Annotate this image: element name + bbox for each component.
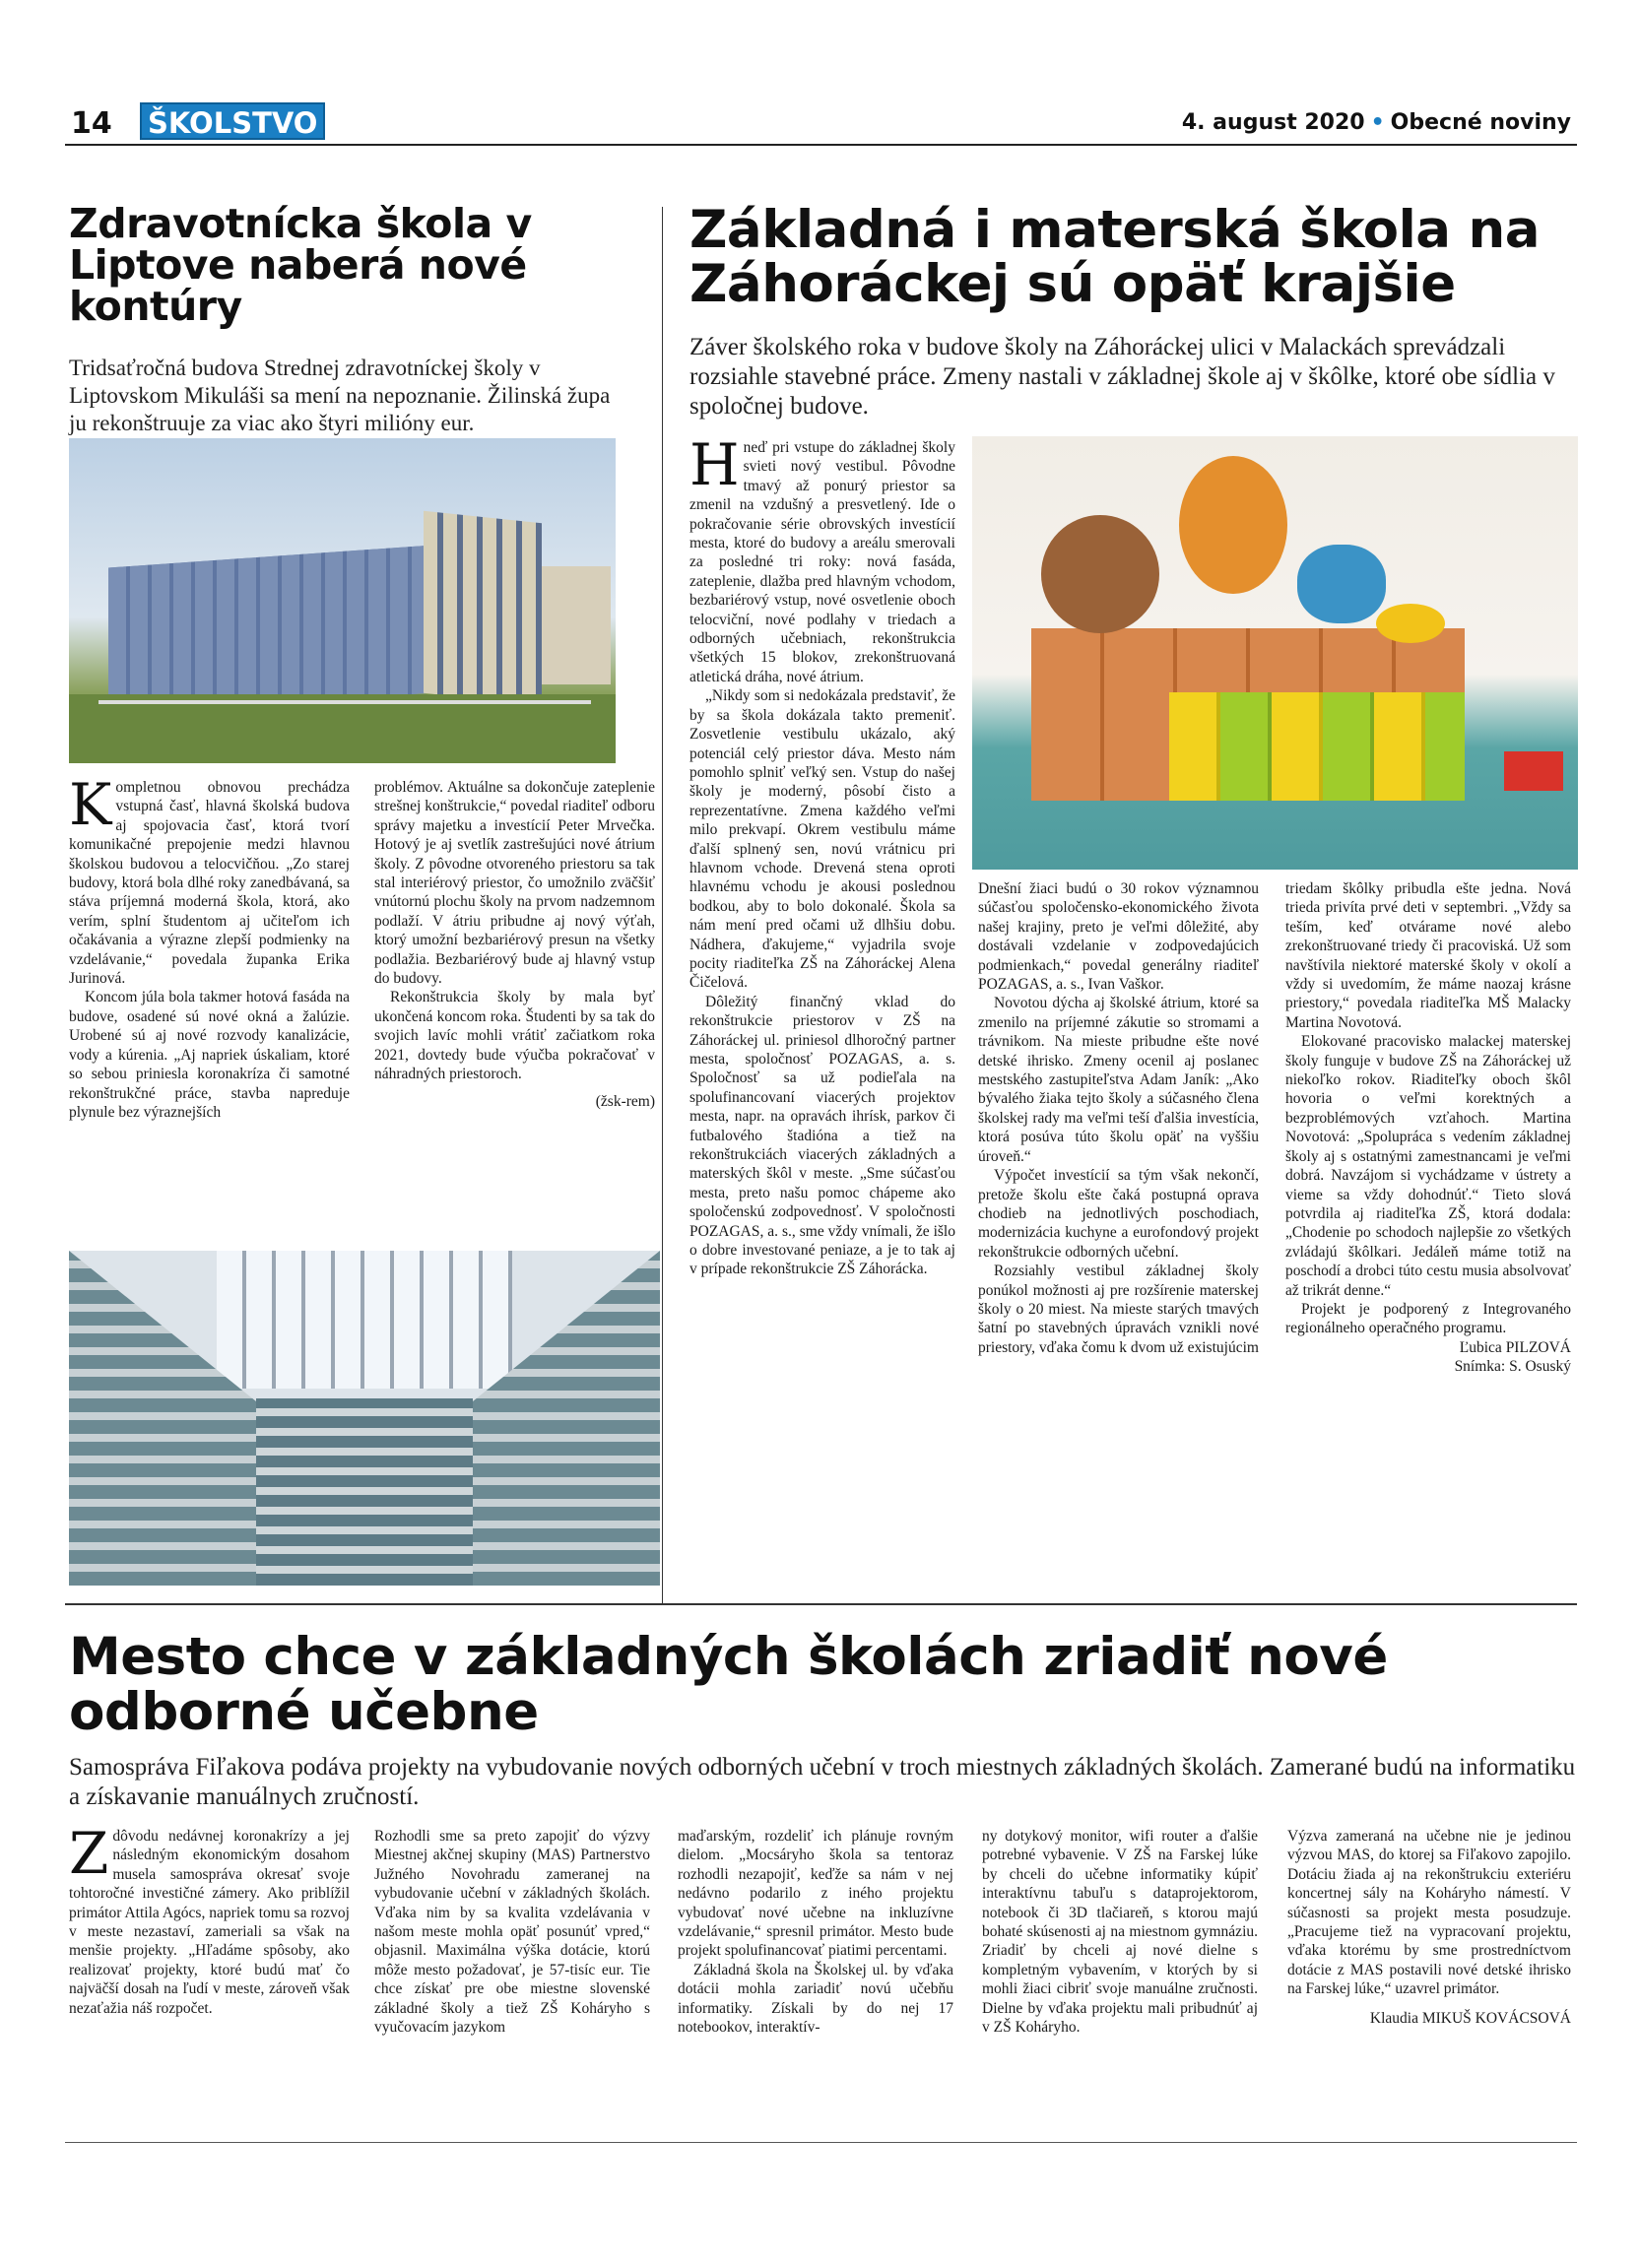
atrium-skylight-photo xyxy=(69,1251,660,1586)
article1-title: Zdravotnícka škola v Liptove naberá nové kontúry xyxy=(69,200,532,330)
toy-blocks xyxy=(1504,751,1563,791)
article1-paragraph: problémov. Aktuálne sa dokončuje zateplenie strešnej konštrukcie,“ povedal riaditeľ odboru správy majetku a investícií Peter Mrvečka. Hotový je aj svetlík zastrešujúci nové átrium školy. Z pôvodne otvoreného priestoru sa tak stal interiérový priestor, čo umožnilo zväčšiť vnútornú plochu školy na prvom nadzemnom podlaží. V átriu pribudne aj nový výťah, ktorý umožní bezbariérový presun na všetky podlažia. Bezbariérový bude aj hlavný vstup do budovy. xyxy=(374,779,655,988)
article3-column-1 xyxy=(69,1820,350,2018)
column-divider xyxy=(662,207,663,1605)
article3-title: Mesto chce v základných školách zriadiť nové odborné učebne xyxy=(69,1627,1388,1742)
issue-date: 4. august 2020 xyxy=(1181,110,1365,135)
article3-column-3 xyxy=(678,1827,953,2037)
article1-signature: (žsk-rem) xyxy=(595,1092,655,1110)
article2-column-3 xyxy=(1285,879,1571,1377)
article3-signature: Klaudia MIKUŠ KOVÁCSOVÁ xyxy=(1369,2009,1571,2027)
building-facade xyxy=(108,545,433,715)
kindergarten-classroom-photo xyxy=(972,436,1578,870)
article2-paragraph: neď pri vstupe do základnej školy svieti nový vestibul. Pôvodne tmavý až ponurý priestor sa zmenil na vzdušný a presvetlený. Ide o pokračovanie série obrovských investícií mesta, ktoré do budovy a areálu smerovali za posledné tri roky: nová fasáda, zateplenie, dlažba pred hlavným vchodom, bezbariérový vstup, nové osvetlenie oboch telocviční, nové podlahy v triedach a odborných učebniach, rekonštrukcia všetkých 15 blokov, zrekonštruovaná atletická dráha, nové átrium. xyxy=(689,439,955,685)
article2-column-2 xyxy=(978,879,1259,1357)
article3-column-5 xyxy=(1287,1827,1571,2028)
article3-column-2 xyxy=(374,1827,650,2037)
article1-paragraph: ompletnou obnovou prechádza vstupná časť, hlavná školská budova aj spojovacia časť, ktorá tvorí komunikačné prepojenie medzi hlavnou školskou budovou a telocvičňou. „Zo starej budovy, ktorá bola dlhé roky zanedbávaná, sa stáva príjemná moderná škola, ktorá, ako verím, splní študentom aj učiteľom ich očakávania a výrazne zlepší podmienky na vzdelávanie,“ povedala županka Erika Jurinová. xyxy=(69,779,350,988)
article2-column-1 xyxy=(689,431,955,1279)
skylight xyxy=(217,1251,512,1389)
article1-column-1 xyxy=(69,771,350,1122)
article1-column-2 xyxy=(374,778,655,1111)
article3-paragraph: Rozhodli sme sa preto zapojiť do výzvy Miestnej akčnej skupiny (MAS) Partnerstvo Južného Novohradu zameranej na vybudovanie učební v základných školách. Vďaka nim by sa kvalita vzdelávania v našom meste mohla opäť posunúť vpred,“ objasnil. Maximálna výška dotácie, ktorú môže mesto požadovať, je 57-tisíc eur. Tie chce získať pre obe miestne slovenské základné školy a tiež ZŠ Koháryho s vyučovacím jazykom xyxy=(374,1828,650,2037)
article3-paragraph: maďarským, rozdeliť ich plánuje rovným dielom. „Mocsáryho škola sa tentoraz rozhodli nezapojiť, keďže sa nám v nej nedávno podarilo z iného projektu vybudovať nové učebne na inkluzívne vzdelávanie,“ spresnil primátor. Mesto bude projekt spolufinancovať piatimi percentami. xyxy=(678,1828,953,1960)
bear-decoration xyxy=(1041,515,1159,633)
issue-info xyxy=(1182,110,1571,135)
article2-paragraph: Projekt je podporený z Integrovaného regionálneho operačného programu. xyxy=(1285,1300,1571,1337)
article2-dropcap: H xyxy=(689,431,740,498)
colored-cabinets xyxy=(1169,692,1465,801)
lion-decoration xyxy=(1179,456,1287,594)
section-label: ŠKOLSTVO xyxy=(140,102,325,140)
article2-photo-credit: Snímka: S. Osuský xyxy=(1454,1358,1571,1376)
fish-decoration xyxy=(1376,604,1445,643)
article1-paragraph: Koncom júla bola takmer hotová fasáda na budove, osadené sú nové okná a žalúzie. Urobené sú aj nové rozvody kanalizácie, vody a kúrenia. „Aj napriek úskaliam, ktoré so sebou priniesla koronakríza či samotné rekonštrukčné práce, stavba napreduje plynule bez výraznejších xyxy=(69,989,350,1121)
article2-title: Základná i materská škola na Záhoráckej sú opäť krajšie xyxy=(689,200,1540,314)
elephant-decoration xyxy=(1297,545,1386,623)
article3-paragraph: Základná škola na Školskej ul. by vďaka dotácii mohla zariadiť novú učebňu informatiky. Získali by do nej 17 notebookov, interaktív- xyxy=(678,1961,953,2037)
article2-paragraph: Rozsiahly vestibul základnej školy ponúkol možnosti aj pre rozšírenie materskej školy o 20 miest. Na mieste starých tmavých šatní po stavebných úpravách vznikli nové priestory, vďaka čomu k dvom už existujúcim xyxy=(978,1263,1259,1356)
page-number: 14 xyxy=(71,106,112,141)
article2-paragraph: Dnešní žiaci budú o 30 rokov významnou súčasťou spoločensko-ekonomického života našej krajiny, preto je veľmi dôležité, aby dostávali vzdelanie v zodpovedajúcich podmienkach,“ povedal generálny riaditeľ POZAGAS, a. s., Ivan Vaškor. xyxy=(978,880,1259,994)
article1-paragraph: Rekonštrukcia školy by mala byť ukončená koncom roka. Študenti by sa tak do svojich lavíc mohli vrátiť začiatkom roka 2021, dovtedy bude výučba pokračovať v náhradných priestoroch. xyxy=(374,989,655,1083)
article3-paragraph: dôvodu nedávnej koronakrízy a jej následným ekonomickým dosahom musela samospráva okresať svoje tohtoročné investičné zámery. Ako priblížil primátor Attila Agócs, napriek tomu sa rozvoj v meste nezastaví, zameriali sa však na menšie projekty. „Hľadáme spôsoby, ako realizovať projekty, ktoré budú mať čo najväčší dosah na ľudí v meste, zároveň však nezaťažia náš rozpočet. xyxy=(69,1828,350,2017)
building-annex xyxy=(542,566,611,684)
publication-name: Obecné noviny xyxy=(1390,110,1571,135)
article3-dropcap: Z xyxy=(69,1820,109,1887)
footer-rule xyxy=(65,2142,1577,2143)
article2-paragraph: triedam škôlky pribudla ešte jedna. Nová trieda privíta prvé deti v septembri. „Vždy sa teším, keď otvárame nové alebo zrekonštruované triedy či pracoviská. Už som navštívila niektoré materské školy v okolí a vždy si uvedomím, že máme naozaj krásne priestory,“ povedala riaditeľka MŠ Malacky Martina Novotová. xyxy=(1285,880,1571,1031)
separator-dot: • xyxy=(1370,110,1385,135)
article3-lead: Samospráva Fiľakova podáva projekty na vybudovanie nových odborných učební v troch miestnych základných školách. Zamerané budú na informatiku a získavanie manuálnych zručností. xyxy=(69,1754,1576,1810)
article2-author: Ľubica PILZOVÁ xyxy=(1459,1338,1571,1356)
article3-paragraph: ny dotykový monitor, wifi router a ďalšie potrebné vybavenie. V ZŠ na Farskej lúke by chceli do učebne informatiky kúpiť interaktívnu tabuľu s dataprojektorom, notebook či 3D tlačiareň, s ktorou majú bohaté skúsenosti aj na miestnom gymnáziu. Zriadiť by chceli aj nové dielne s kompletným vybavením, v ktorých by si mohli žiaci cibriť svoje manuálne zručnosti. Dielne by vďaka projektu mali pribudnúť aj v ZŠ Koháryho. xyxy=(982,1828,1258,2037)
article2-paragraph: Novotou dýcha aj školské átrium, ktoré sa zmenilo na príjemné zákutie so stromami a trávnikom. Na mieste pribudne ešte nové detské ihrisko. Zmeny ocenil aj poslanec mestského zastupiteľstva Adam Janík: „Ako bývalého žiaka tejto školy a súčasného člena školskej rady ma veľmi teší ďalšia investícia, ktorá posúva túto školu opäť na vyššiu úroveň.“ xyxy=(978,995,1259,1165)
header-rule xyxy=(65,144,1577,146)
article2-paragraph: Výpočet investícií sa tým však nekončí, pretože školu ešte čaká postupná oprava chodieb na jednotlivých poschodiach, modernizácia kuchyne a eurofondový projekt rekonštrukcie odborných učební. xyxy=(978,1167,1259,1261)
article2-lead: Záver školského roka v budove školy na Záhoráckej ulici v Malackách sprevádzali rozsiahle stavebné práce. Zmeny nastali v základnej škole aj v škôlke, ktoré obe sídlia v spoločnej budove. xyxy=(689,334,1555,420)
atrium-back-wall xyxy=(256,1398,473,1586)
lawn xyxy=(69,694,616,763)
fence xyxy=(98,700,591,704)
article3-paragraph: Výzva zameraná na učebne nie je jedinou výzvou MAS, do ktorej sa Fiľakovo zapojilo. Dotáciu žiada aj na rekonštrukciu exteriéru koncertnej sály na Koháryho námestí. V súčasnosti sa projekt mesta posudzuje. „Pracujeme tiež na vypracovaní projektu, vďaka ktorému by sme prostredníctvom dotácie z MAS postavili nové detské ihrisko na Farskej lúke,“ uzavrel primátor. xyxy=(1287,1828,1571,1998)
article2-paragraph: Dôležitý finančný vklad do rekonštrukcie priestorov v ZŠ na Záhoráckej ul. priniesol dlhoročný partner mesta, spoločnosť POZAGAS, a. s. Spoločnosť sa už podieľala na spolufinancovaní viacerých projektov mesta, napr. na opravách ihrísk, parkov či futbalového štadióna a tiež na rekonštrukciách viacerých základných a materských škôl v meste. „Sme súčasťou mesta, preto našu pomoc chápeme ako spoločenskú zodpovednosť. V spoločnosti POZAGAS, a. s., sme vždy vnímali, že išlo o dobre investované peniaze, a je to tak aj v prípade rekonštrukcie ZŠ Záhorácka. xyxy=(689,993,955,1278)
article2-paragraph: „Nikdy som si nedokázala predstaviť, že by sa škola dokázala takto premeniť. Zosvetlenie vestibulu ukázalo, aký potenciál celý priestor dáva. Mesto nám pomohlo splniť veľký sen. Vstup do našej školy je moderný, pôsobí čisto a reprezentatívne. Zmena každého veľmi milo prekvapí. Okrem vestibulu máme ďalší splnený sen, novú vrátnicu pri hlavnom vchode. Drevená stena oproti hlavnému vchodu je akousi poslednou bodkou, aby to bolo dokonalé. Škola sa nám mení pred očami už dlhšiu dobu. Nádhera, ďakujeme,“ vyjadrila svoje pocity riaditeľka ZŠ na Záhoráckej Alena Čičelová. xyxy=(689,687,955,992)
school-building-photo xyxy=(69,438,616,763)
article1-lead: Tridsaťročná budova Strednej zdravotníckej školy v Liptovskom Mikuláši sa mení na nepoznanie. Žilinská župa ju rekonštruuje za viac ako štyri milióny eur. xyxy=(69,356,611,435)
article1-dropcap: K xyxy=(69,771,112,838)
section-divider xyxy=(65,1603,1577,1605)
building-wing xyxy=(424,511,542,706)
article2-paragraph: Elokované pracovisko malackej materskej školy funguje v budove ZŠ na Záhoráckej už niekoľko rokov. Riaditeľky oboch škôl hovoria o veľmi korektných a bezproblémových vzťahoch. Martina Novotová: „Spolupráca s vedením základnej školy aj s ostatnými zamestnancami je veľmi dobrá. Navzájom si vychádzame v ústrety a vieme sa vždy dohodnúť.“ Tieto slová potvrdila aj riaditeľka ZŠ, ktorá dodala: „Chodenie po schodoch najlepšie zo všetkých zvládajú škôlkari. Jedáleň máme totiž na poschodí a drobci túto cestu musia absolvovať až trikrát denne.“ xyxy=(1285,1033,1571,1299)
article3-column-4 xyxy=(982,1827,1258,2037)
